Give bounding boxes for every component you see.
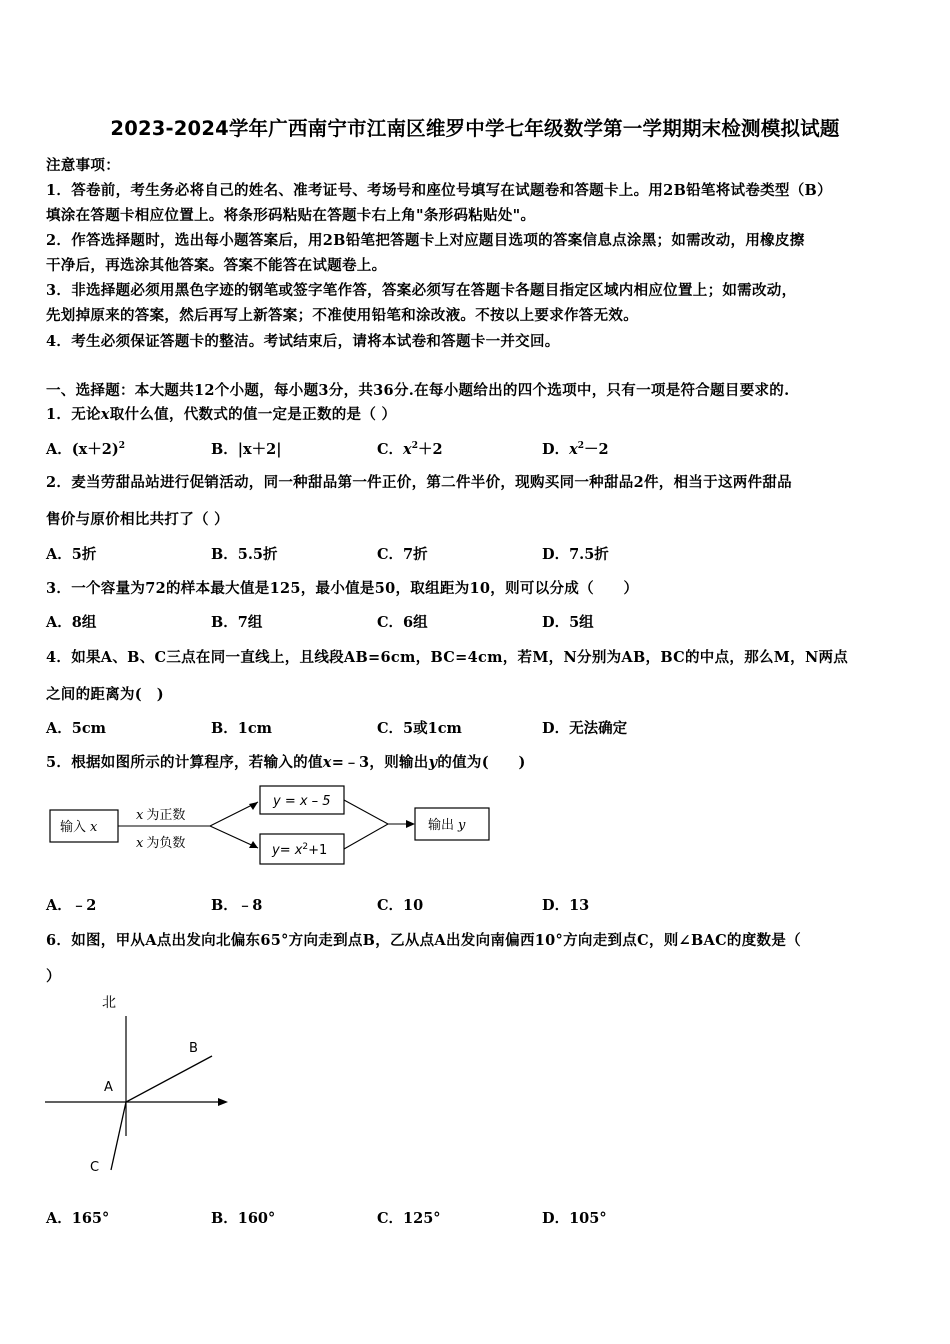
q4-option-a[interactable]: A．5cm [46,720,107,737]
formula-negative: $y= x^2+1$ [272,842,328,858]
notice-line: 填涂在答题卡相应位置上。将条形码粘贴在答题卡右上角"条形码粘贴处"。 [46,207,536,224]
output-label: 输出 y [428,818,466,833]
q2-option-a[interactable]: A．5折 [46,546,97,563]
notice-line: 4．考生必须保证答题卡的整洁。考试结束后，请将本试卷和答题卡一并交回。 [46,333,560,350]
arrowhead [406,820,415,828]
section-heading: 一、选择题：本大题共12个小题，每小题3分，共36分.在每小题给出的四个选项中，只有一项是符合题目要求的. [46,382,790,399]
question-4-stem: 4．如果A、B、C三点在同一直线上，且线段AB=6cm，BC=4cm，若M，N分别为AB，BC的中点，那么M，N两点 [46,649,849,666]
q4-option-b[interactable]: B．1cm [211,720,273,737]
question-1-stem: 1．无论x取什么值，代数式的值一定是正数的是（ ） [46,406,397,423]
q5-option-b[interactable]: B．﹣8 [211,897,263,914]
q6-option-c[interactable]: C．125° [377,1210,441,1227]
q2-option-d[interactable]: D．7.5折 [542,546,609,563]
q1-option-c[interactable]: C．$x^2+2$ [377,441,443,458]
direction-figure [40,988,240,1178]
q4-option-d[interactable]: D．无法确定 [542,720,628,737]
q1-option-b[interactable]: B．|x＋2| [211,441,282,458]
question-5-stem: 5．根据如图所示的计算程序，若输入的值x=﹣3，则输出y的值为( ) [46,754,526,771]
branch-negative-line [210,826,258,848]
flowchart-figure [40,780,500,875]
question-3-stem: 3．一个容量为72的样本最大值是125，最小值是50，取组距为10，则可以分成（ ） [46,580,639,597]
q6-option-b[interactable]: B．160° [211,1210,276,1227]
q1-option-d[interactable]: D．$x^2-2$ [542,441,609,458]
q5-option-a[interactable]: A．﹣2 [46,897,97,914]
north-label: 北 [102,995,116,1011]
notice-line: 1．答卷前，考生务必将自己的姓名、准考证号、考场号和座位号填写在试题卷和答题卡上。用2B铅笔将试卷类型（B） [46,182,832,199]
point-c-label: C [90,1160,100,1175]
q3-option-a[interactable]: A．8组 [46,614,97,631]
point-b-label: B [189,1041,198,1056]
ray-ab [126,1056,212,1102]
notice-line: 先划掉原来的答案，然后再写上新答案；不准使用铅笔和涂改液。不按以上要求作答无效。 [46,307,638,324]
notice-heading: 注意事项： [46,157,120,174]
q3-option-b[interactable]: B．7组 [211,614,263,631]
input-label: 输入 x [60,820,98,835]
notice-line: 2．作答选择题时，选出每小题答案后，用2B铅笔把答题卡上对应题目选项的答案信息点涂黑；如需改动，用橡皮擦 [46,232,805,249]
q3-option-d[interactable]: D．5组 [542,614,594,631]
arrowhead [249,802,258,810]
q3-option-c[interactable]: C．6组 [377,614,428,631]
q5-option-c[interactable]: C．10 [377,897,424,914]
q1-option-a[interactable]: A．$(x+2)^2$ [46,441,125,458]
question-2-stem: 2．麦当劳甜品站进行促销活动，同一种甜品第一件正价，第二件半价，现购买同一种甜品2件，相当于这两件甜品 [46,474,792,491]
page-title: 2023-2024学年广西南宁市江南区维罗中学七年级数学第一学期期末检测模拟试题 [110,117,840,140]
q4-option-c[interactable]: C．5或1cm [377,720,462,737]
q2-option-b[interactable]: B．5.5折 [211,546,278,563]
condition-negative: x 为负数 [136,836,186,851]
q6-option-d[interactable]: D．105° [542,1210,607,1227]
notice-line: 干净后，再选涂其他答案。答案不能答在试题卷上。 [46,257,387,274]
question-6-stem: 6．如图，甲从A点出发向北偏东65°方向走到点B，乙从点A出发向南偏西10°方向走到点C，则∠BAC的度数是（ [46,932,801,949]
condition-positive: x 为正数 [136,808,186,823]
formula-positive: y = x – 5 [273,794,331,809]
merge-line-bottom [344,824,388,849]
q2-option-c[interactable]: C．7折 [377,546,428,563]
question-4-stem-cont: 之间的距离为( ) [46,686,164,703]
question-2-stem-cont: 售价与原价相比共打了（ ） [46,511,229,528]
point-a-label: A [104,1080,113,1095]
axis-arrowhead [218,1098,228,1106]
q6-option-a[interactable]: A．165° [46,1210,110,1227]
notice-line: 3．非选择题必须用黑色字迹的钢笔或签字笔作答，答案必须写在答题卡各题目指定区域内相应位置上；如需改动， [46,282,797,299]
q5-option-d[interactable]: D．13 [542,897,590,914]
question-6-stem-cont: ） [46,968,61,985]
ray-ac [111,1102,126,1170]
merge-line-top [344,800,388,824]
